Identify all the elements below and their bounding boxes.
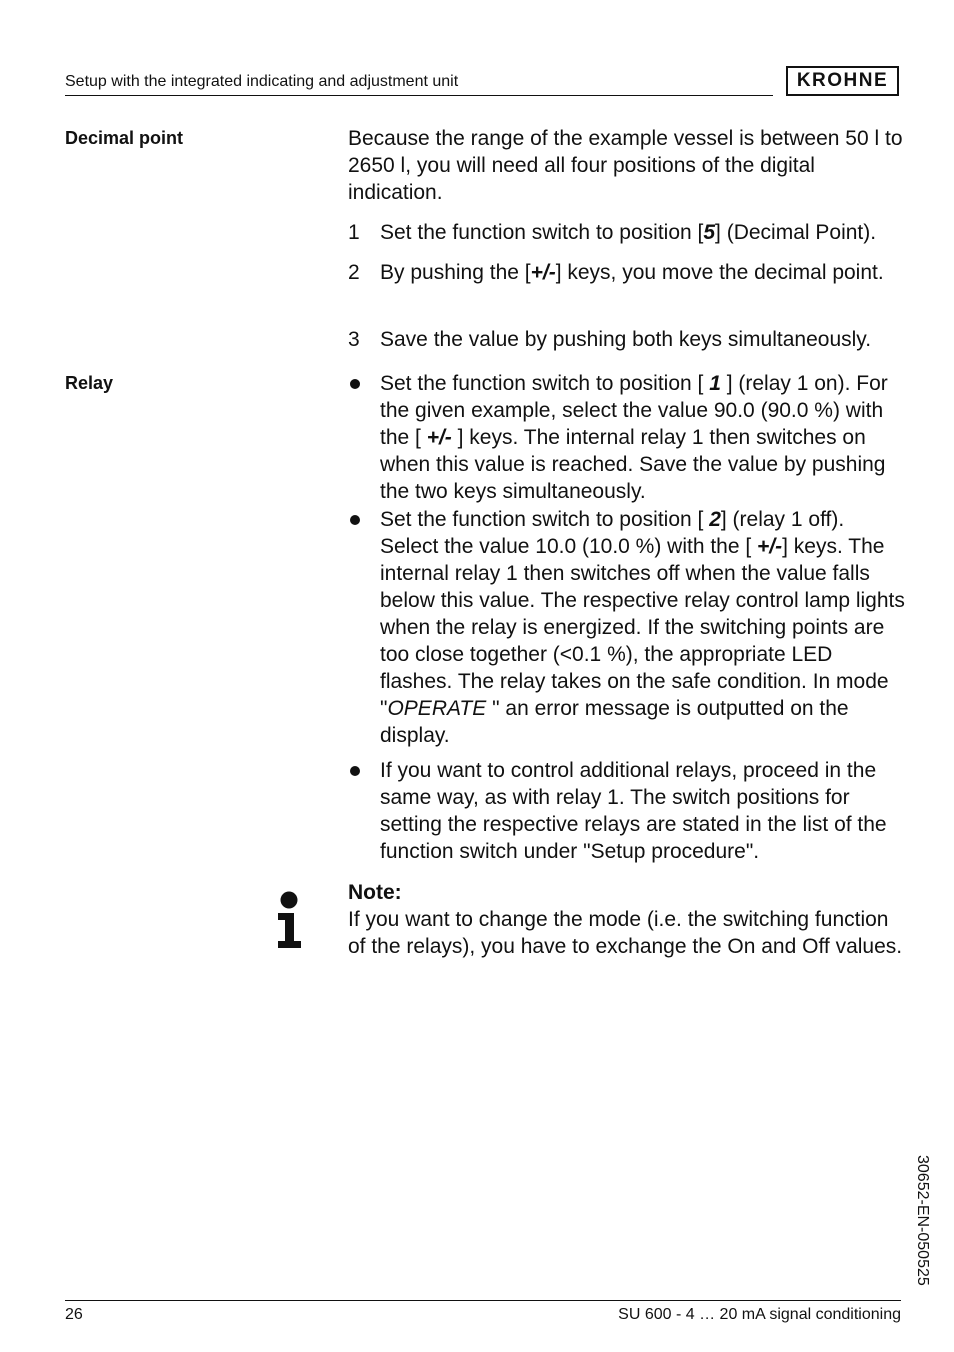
key-label: 1 [709, 372, 721, 395]
footer-doc-title: SU 600 - 4 … 20 mA signal conditioning [618, 1306, 901, 1323]
step-number: 3 [348, 328, 360, 351]
logo-text: KROHNE [796, 70, 889, 91]
relay-bullet-3 [348, 757, 908, 865]
bullet-dot [350, 379, 360, 389]
key-label: +/- [530, 261, 556, 284]
info-icon [276, 891, 303, 949]
bullet-text: Set the function switch to position [ 1 ] (relay 1 on). For the given example, select the value 90.0 (90.0 %) with the [ +/- ] keys. The internal relay 1 then switches on when this value is reached. Save the value by pushing the two keys simultaneously. [380, 372, 888, 503]
document-code: 30652-EN-050525 [914, 1155, 931, 1286]
footer-rule [65, 1300, 901, 1301]
decimal-point-intro: Because the range of the example vessel is between 50 l to 2650 l, you will need all four positions of the digital indication. [348, 127, 903, 204]
krohne-logo [786, 66, 899, 96]
section-label-relay: Relay [65, 373, 114, 393]
step-text: Set the function switch to position [5] (Decimal Point). [380, 221, 877, 244]
mode-label: OPERATE [387, 697, 487, 720]
key-label: 2 [709, 508, 721, 531]
step-2 [348, 259, 908, 286]
relay-bullet-1 [348, 370, 908, 505]
key-label: +/- [426, 426, 452, 449]
step-3 [348, 326, 908, 353]
step-1 [348, 219, 908, 246]
key-label: 5 [703, 221, 716, 244]
page-number: 26 [65, 1306, 83, 1323]
running-header: Setup with the integrated indicating and adjustment unit [65, 73, 459, 90]
step-text: Save the value by pushing both keys simultaneously. [380, 328, 872, 351]
step-text: By pushing the [+/-] keys, you move the decimal point. [380, 261, 884, 284]
note-body: If you want to change the mode (i.e. the switching function of the relays), you have to exchange the On and Off values. [348, 908, 903, 958]
bullet-dot [350, 766, 360, 776]
relay-bullet-2 [348, 506, 908, 749]
step-number: 2 [348, 261, 360, 284]
bullet-dot [350, 515, 360, 525]
bullet-text: If you want to control additional relays, proceed in the same way, as with relay 1. The switch positions for setting the respective relays are stated in the list of the function switch under "Setup procedure". [380, 759, 887, 863]
step-number: 1 [348, 221, 360, 244]
header-rule [65, 95, 773, 96]
section-label-decimal-point: Decimal point [65, 128, 184, 148]
key-label: +/- [757, 535, 783, 558]
bullet-text: Set the function switch to position [ 2] (relay 1 off). Select the value 10.0 (10.0 %) with the [ +/-] keys. The internal relay 1 then switches off when the value falls below this value. The respective relay control lamp lights when the relay is energized. If the switching points are too close together (<0.1 %), the appropriate LED flashes. The relay takes on the safe condition. In mode "OPERATE " an error message is outputted on the display. [380, 508, 905, 747]
note-title: Note: [348, 881, 402, 904]
